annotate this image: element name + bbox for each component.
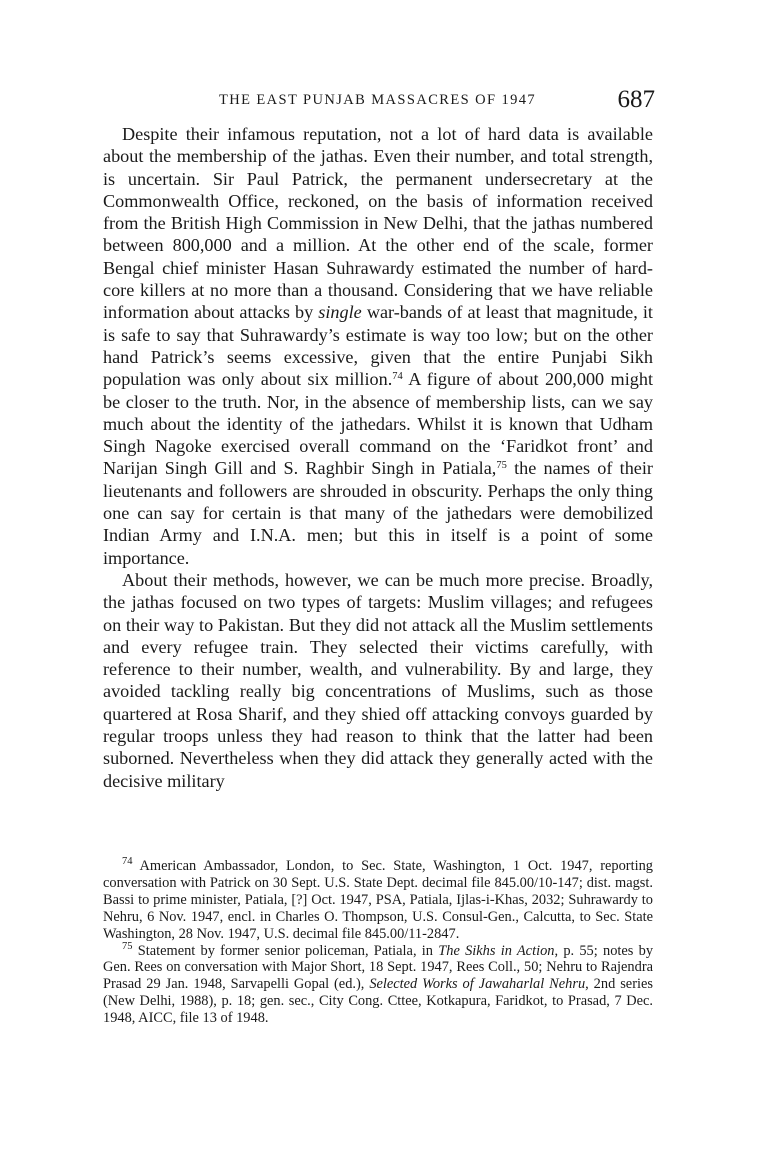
running-header [103, 86, 659, 118]
paragraph-1-part-2: war-bands of at least that magnitude, it is safe to say that Suhrawardy’s estimate is way too low; but on the other hand Patrick’s seems excessive, given that the entire Punjabi Sikh population was only about six million. [103, 302, 653, 390]
paragraph-1-part-4: the names of their lieutenants and followers are shrouded in obscurity. Perhaps the only thing one can say for certain is that many of the jathedars were demobilized Indian Army and I.N.A. men; but this in itself is a point of some importance. [103, 458, 653, 568]
footnote-75 [103, 940, 654, 1028]
footnote-75-title-2: Selected Works of Jawaharlal Nehru [369, 976, 586, 993]
footnote-74-text: American Ambassador, London, to Sec. State, Washington, 1 Oct. 1947, reporting conversation with Patrick on 30 Sept. U.S. State Dept. decimal file 845.00/10-147; dist. magst. Bassi to prime minister, Patiala, [?] Oct. 1947, PSA, Patiala, Ijlas-i-Khas, 2032; Suhrawardy to Nehru, 6 Nov. 1947, encl. in Charles O. Thompson, U.S. Consul-Gen., Calcutta, to Sec. State Washington, 28 Nov. 1947, U.S. decimal file 845.00/11-2847. [103, 858, 653, 942]
page-number: 687 [617, 86, 655, 113]
paragraph-2: About their methods, however, we can be much more precise. Broadly, the jathas focused on two types of targets: Muslim villages; and refugees on their way to Pakistan. But they did not attack all the Muslim settlements and every refugee train. They selected their victims carefully, with reference to their number, wealth, and vulnerability. By and large, they avoided tackling really big concentrations of Muslims, such as those quartered at Rosa Sharif, and they shied off attacking convoys guarded by regular troops unless they had reason to think that the latter had been suborned. Nevertheless when they did attack they generally acted with the decisive military [103, 569, 653, 791]
running-title: THE EAST PUNJAB MASSACRES OF 1947 [219, 92, 537, 108]
paragraph-1-part-1: Despite their infamous reputation, not a lot of hard data is available about the membership of the jathas. Even their number, and total strength, is uncertain. Sir Paul Patrick, the permanent undersecretary at the Commonwealth Office, reckoned, on the basis of information received from the British High Commission in New Delhi, that the jathas numbered between 800,000 and a million. At the other end of the scale, former Bengal chief minister Hasan Suhrawardy estimated the number of hard-core killers at no more than a thousand. Considering that we have reliable information about attacks by [103, 124, 653, 323]
footnote-ref-74[interactable]: 74 [392, 371, 403, 383]
footnote-75-text-1: Statement by former senior policeman, Patiala, in [132, 942, 439, 959]
footnote-75-text-3: , 2nd series (New Delhi, 1988), p. 18; gen. sec., City Cong. Cttee, Kotkapura, Faridkot, to Prasad, 7 Dec. 1948, AICC, file 13 of 1948. [103, 976, 653, 1027]
footnote-74-number: 74 [122, 856, 133, 867]
paragraph-1-part-3: A figure of about 200,000 might be closer to the truth. Nor, in the absence of membership lists, can we say much about the identity of the jathedars. Whilst it is known that Udham Singh Nagoke exercised overall command on the ‘Faridkot front’ and Narijan Singh Gill and S. Raghbir Singh in Patiala, [103, 369, 653, 479]
footnote-75-title-1: The Sikhs in Action [438, 942, 555, 959]
emphasis-single: single [318, 302, 362, 323]
main-text [103, 123, 653, 792]
footnotes [103, 858, 653, 1027]
paragraph-1 [103, 123, 653, 569]
footnote-75-text-2: , p. 55; notes by Gen. Rees on conversation with Major Short, 18 Sept. 1947, Rees Coll., 50; Nehru to Rajendra Prasad 29 Jan. 1948, Sarvapelli Gopal (ed.), [103, 942, 654, 993]
footnote-ref-75[interactable]: 75 [496, 460, 507, 472]
footnote-75-number: 75 [122, 940, 133, 952]
footnote-74 [103, 858, 653, 943]
